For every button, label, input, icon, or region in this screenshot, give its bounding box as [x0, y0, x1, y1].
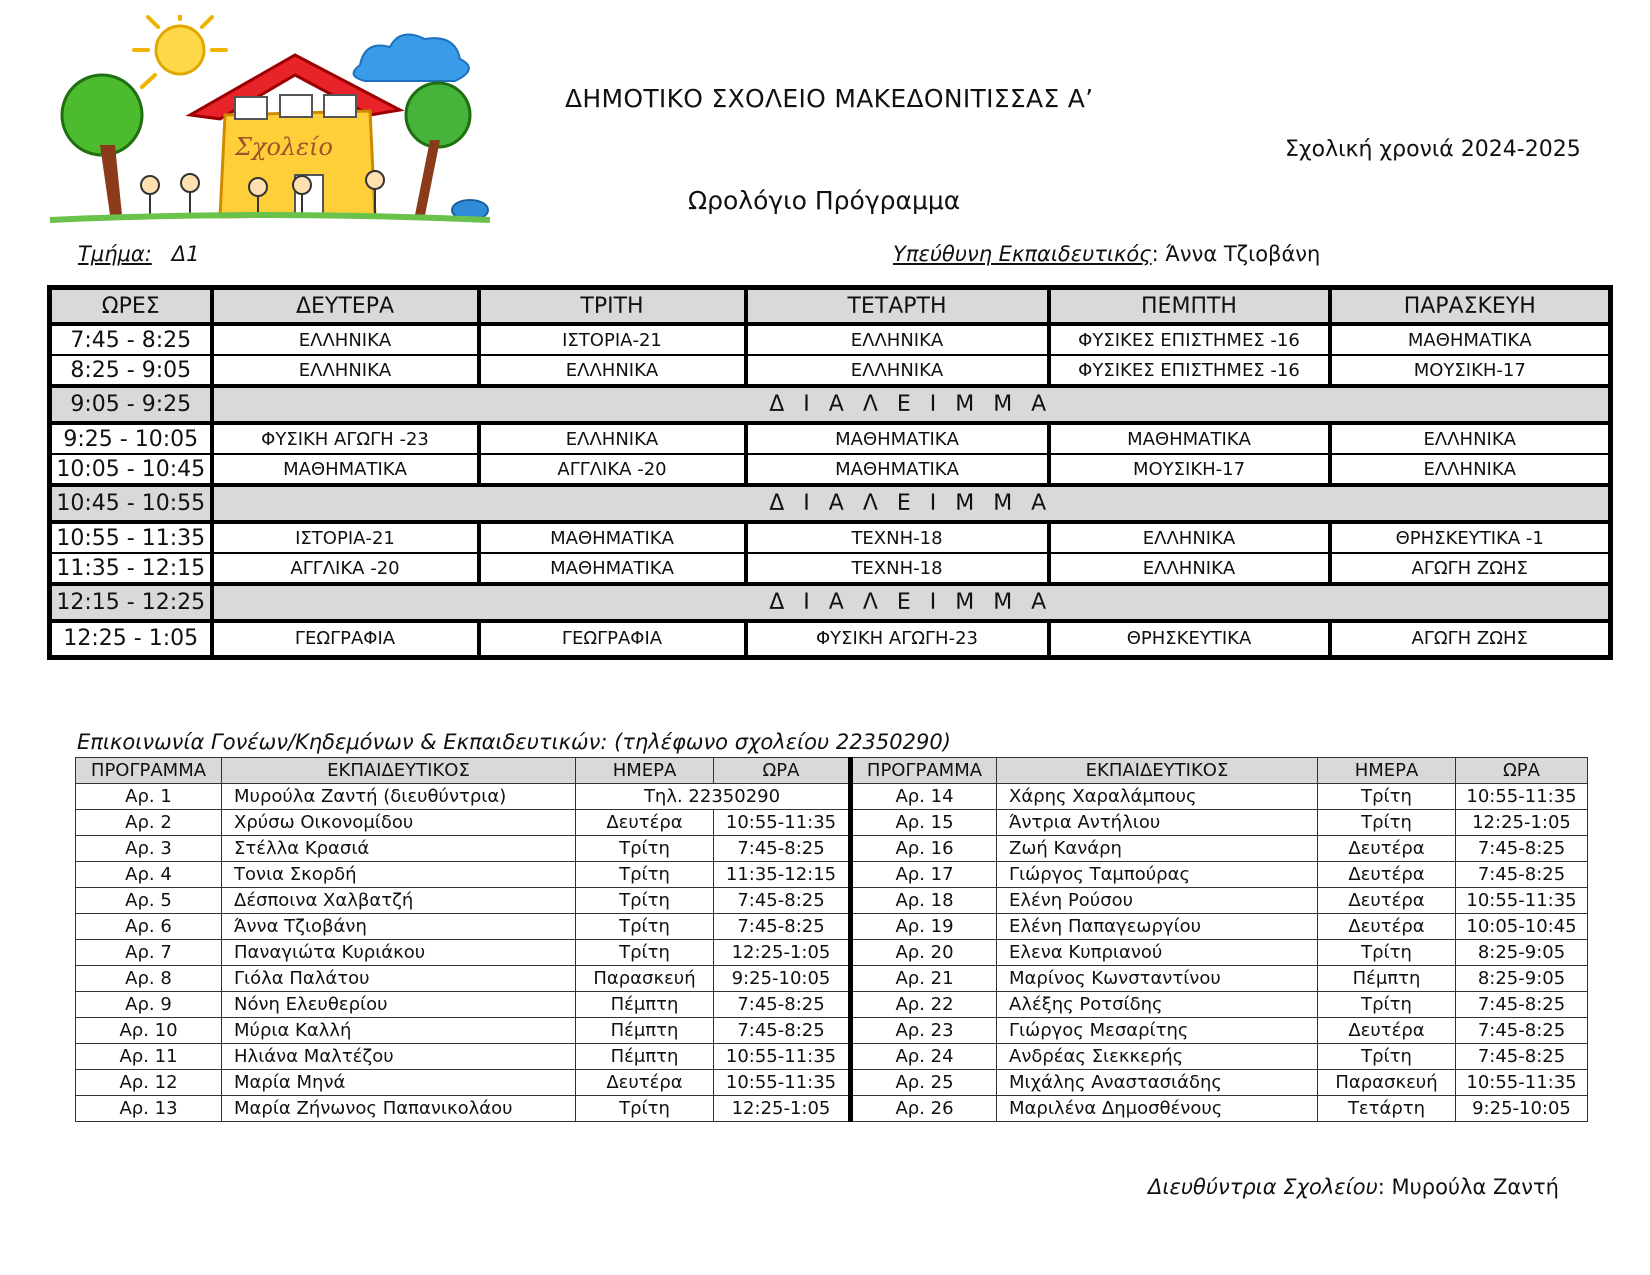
time-cell: 10:55 - 11:35 — [50, 522, 212, 553]
contact-row — [76, 888, 1588, 914]
contact-row — [76, 784, 1588, 810]
contact-time: 7:45-8:25 — [1456, 862, 1588, 888]
lesson-cell: ΙΣΤΟΡΙΑ-21 — [212, 522, 479, 553]
program-number: Αρ. 12 — [76, 1070, 222, 1096]
tree-right-icon — [406, 83, 470, 215]
lesson-cell: ΕΛΛΗΝΙΚΑ — [746, 324, 1049, 355]
program-number: Αρ. 7 — [76, 940, 222, 966]
contact-day: Τρίτη — [576, 862, 714, 888]
time-cell: 11:35 - 12:15 — [50, 553, 212, 584]
teacher-name: Αλέξης Ροτσίδης — [997, 992, 1318, 1018]
program-number: Αρ. 1 — [76, 784, 222, 810]
program-number: Αρ. 2 — [76, 810, 222, 836]
lesson-cell: ΜΑΘΗΜΑΤΙΚΑ — [479, 553, 746, 584]
contacts-header-cell: ΩΡΑ — [1456, 758, 1588, 784]
lesson-cell: ΜΑΘΗΜΑΤΙΚΑ — [1049, 423, 1330, 454]
contact-time: 12:25-1:05 — [714, 940, 851, 966]
contact-time: 7:45-8:25 — [1456, 1044, 1588, 1070]
program-number: Αρ. 15 — [851, 810, 997, 836]
contact-time: 7:45-8:25 — [714, 992, 851, 1018]
contact-row — [76, 992, 1588, 1018]
timetable-header-cell: ΠΕΜΠΤΗ — [1049, 288, 1330, 325]
lesson-cell: ΕΛΛΗΝΙΚΑ — [479, 423, 746, 454]
lesson-cell: ΦΥΣΙΚΕΣ ΕΠΙΣΤΗΜΕΣ -16 — [1049, 355, 1330, 386]
teacher-name: Νόνη Ελευθερίου — [222, 992, 576, 1018]
program-number: Αρ. 20 — [851, 940, 997, 966]
contact-time: 10:55-11:35 — [714, 810, 851, 836]
teacher-name: Μαρία Ζήνωνος Παπανικολάου — [222, 1096, 576, 1122]
timetable-header-cell: ΔΕΥΤΕΡΑ — [212, 288, 479, 325]
lesson-cell: ΜΟΥΣΙΚΗ-17 — [1330, 355, 1611, 386]
contacts-header-row — [76, 758, 1588, 784]
break-label: Δ Ι Α Λ Ε Ι Μ Μ Α — [212, 584, 1611, 621]
lesson-cell: ΜΑΘΗΜΑΤΙΚΑ — [212, 454, 479, 485]
contact-row — [76, 966, 1588, 992]
program-number: Αρ. 4 — [76, 862, 222, 888]
time-cell: 8:25 - 9:05 — [50, 355, 212, 386]
contact-day: Πέμπτη — [1318, 966, 1456, 992]
contact-day: Δευτέρα — [1318, 836, 1456, 862]
time-cell: 10:05 - 10:45 — [50, 454, 212, 485]
teacher-name: Μαριλένα Δημοσθένους — [997, 1096, 1318, 1122]
tree-left-icon — [62, 75, 142, 215]
teacher-name: Μυρούλα Ζαντή (διευθύντρια) — [222, 784, 576, 810]
lesson-cell: ΕΛΛΗΝΙΚΑ — [212, 355, 479, 386]
principal-value: : Μυρούλα Ζαντή — [1377, 1175, 1559, 1199]
program-number: Αρ. 10 — [76, 1018, 222, 1044]
program-number: Αρ. 14 — [851, 784, 997, 810]
contact-day: Παρασκευή — [576, 966, 714, 992]
contact-day: Τρίτη — [576, 836, 714, 862]
contact-row — [76, 1096, 1588, 1122]
contact-time: 9:25-10:05 — [1456, 1096, 1588, 1122]
contact-row — [76, 940, 1588, 966]
contact-day: Πέμπτη — [576, 1018, 714, 1044]
contact-day: Τρίτη — [576, 888, 714, 914]
program-number: Αρ. 19 — [851, 914, 997, 940]
program-number: Αρ. 11 — [76, 1044, 222, 1070]
sun-icon — [134, 15, 226, 87]
contact-row — [76, 862, 1588, 888]
lesson-cell: ΓΕΩΓΡΑΦΙΑ — [212, 621, 479, 657]
teacher-name: Τονια Σκορδή — [222, 862, 576, 888]
teacher-name: Δέσποινα Χαλβατζή — [222, 888, 576, 914]
program-number: Αρ. 24 — [851, 1044, 997, 1070]
teacher-value: : Άννα Τζιοβάνη — [1151, 242, 1321, 266]
program-number: Αρ. 13 — [76, 1096, 222, 1122]
teacher-name: Μαρίνος Κωνσταντίνου — [997, 966, 1318, 992]
timetable-header-cell: ΤΡΙΤΗ — [479, 288, 746, 325]
program-number: Αρ. 3 — [76, 836, 222, 862]
contact-day: Τετάρτη — [1318, 1096, 1456, 1122]
time-cell: 9:05 - 9:25 — [50, 386, 212, 423]
lesson-cell: ΕΛΛΗΝΙΚΑ — [1330, 454, 1611, 485]
lesson-cell: ΜΑΘΗΜΑΤΙΚΑ — [746, 423, 1049, 454]
svg-text:Σχολείο: Σχολείο — [235, 133, 333, 161]
lesson-cell: ΦΥΣΙΚΕΣ ΕΠΙΣΤΗΜΕΣ -16 — [1049, 324, 1330, 355]
program-number: Αρ. 8 — [76, 966, 222, 992]
time-cell: 12:15 - 12:25 — [50, 584, 212, 621]
break-row — [50, 386, 1611, 423]
teacher-name: Χάρης Χαραλάμπους — [997, 784, 1318, 810]
contact-day: Τρίτη — [1318, 992, 1456, 1018]
contact-time: 10:55-11:35 — [1456, 1070, 1588, 1096]
school-logo — [30, 15, 500, 240]
contacts-header-cell: ΠΡΟΓΡΑΜΜΑ — [851, 758, 997, 784]
contacts-header-cell: ΩΡΑ — [714, 758, 851, 784]
program-number: Αρ. 21 — [851, 966, 997, 992]
teacher-name: Ελενα Κυπριανού — [997, 940, 1318, 966]
contact-time: 7:45-8:25 — [714, 914, 851, 940]
contact-time: 8:25-9:05 — [1456, 966, 1588, 992]
contact-day: Δευτέρα — [1318, 1018, 1456, 1044]
lesson-cell: ΓΕΩΓΡΑΦΙΑ — [479, 621, 746, 657]
contact-time: 12:25-1:05 — [1456, 810, 1588, 836]
program-number: Αρ. 17 — [851, 862, 997, 888]
break-row — [50, 485, 1611, 522]
teacher-name: Μαρία Μηνά — [222, 1070, 576, 1096]
time-cell: 7:45 - 8:25 — [50, 324, 212, 355]
school-phone: Τηλ. 22350290 — [576, 784, 851, 810]
contact-time: 7:45-8:25 — [714, 1018, 851, 1044]
contact-day: Πέμπτη — [576, 992, 714, 1018]
school-year: Σχολική χρονιά 2024-2025 — [1285, 137, 1581, 162]
lesson-cell: ΑΓΓΛΙΚΑ -20 — [479, 454, 746, 485]
contact-day: Τρίτη — [576, 1096, 714, 1122]
timetable-header-cell: ΠΑΡΑΣΚΕΥΗ — [1330, 288, 1611, 325]
lesson-cell: ΑΓΓΛΙΚΑ -20 — [212, 553, 479, 584]
contact-day: Τρίτη — [1318, 784, 1456, 810]
break-label: Δ Ι Α Λ Ε Ι Μ Μ Α — [212, 485, 1611, 522]
contact-day: Τρίτη — [1318, 1044, 1456, 1070]
contact-day: Δευτέρα — [1318, 862, 1456, 888]
contact-row — [76, 1044, 1588, 1070]
program-number: Αρ. 9 — [76, 992, 222, 1018]
timetable-row — [50, 324, 1611, 355]
program-title: Ωρολόγιο Πρόγραμμα — [688, 186, 961, 215]
contact-day: Δευτέρα — [1318, 914, 1456, 940]
contacts-header-cell: ΕΚΠΑΙΔΕΥΤΙΚΟΣ — [222, 758, 576, 784]
teacher-name: Ηλιάνα Μαλτέζου — [222, 1044, 576, 1070]
contact-time: 7:45-8:25 — [1456, 836, 1588, 862]
lesson-cell: ΕΛΛΗΝΙΚΑ — [1330, 423, 1611, 454]
contact-day: Δευτέρα — [576, 810, 714, 836]
timetable-row — [50, 621, 1611, 657]
contact-time: 10:55-11:35 — [1456, 888, 1588, 914]
teacher-label: Υπεύθυνη Εκπαιδευτικός — [893, 242, 1152, 266]
principal-label: Διευθύντρια Σχολείου — [1148, 1175, 1378, 1199]
teacher-name: Μιχάλης Αναστασιάδης — [997, 1070, 1318, 1096]
contact-time: 7:45-8:25 — [1456, 1018, 1588, 1044]
lesson-cell: ΜΑΘΗΜΑΤΙΚΑ — [1330, 324, 1611, 355]
program-number: Αρ. 18 — [851, 888, 997, 914]
timetable-header-cell: ΤΕΤΑΡΤΗ — [746, 288, 1049, 325]
lesson-cell: ΕΛΛΗΝΙΚΑ — [746, 355, 1049, 386]
break-row — [50, 584, 1611, 621]
teacher-name: Γιώργος Μεσαρίτης — [997, 1018, 1318, 1044]
contact-row — [76, 810, 1588, 836]
contact-time: 10:55-11:35 — [714, 1070, 851, 1096]
class-value: Δ1 — [171, 242, 200, 266]
program-number: Αρ. 26 — [851, 1096, 997, 1122]
time-cell: 9:25 - 10:05 — [50, 423, 212, 454]
time-cell: 10:45 - 10:55 — [50, 485, 212, 522]
timetable-header-cell: ΩΡΕΣ — [50, 288, 212, 325]
teacher-name: Ελένη Παπαγεωργίου — [997, 914, 1318, 940]
teacher-line — [893, 242, 1320, 266]
contact-time: 9:25-10:05 — [714, 966, 851, 992]
school-name: ΔΗΜΟΤΙΚΟ ΣΧΟΛΕΙΟ ΜΑΚΕΔΟΝΙΤΙΣΣΑΣ Α’ — [565, 84, 1094, 113]
timetable-row — [50, 423, 1611, 454]
contact-day: Τρίτη — [576, 940, 714, 966]
contact-time: 10:05-10:45 — [1456, 914, 1588, 940]
class-line — [78, 242, 200, 266]
contact-day: Τρίτη — [576, 914, 714, 940]
lesson-cell: ΘΡΗΣΚΕΥΤΙΚΑ -1 — [1330, 522, 1611, 553]
lesson-cell: ΤΕΧΝΗ-18 — [746, 522, 1049, 553]
lesson-cell: ΑΓΩΓΗ ΖΩΗΣ — [1330, 553, 1611, 584]
teacher-name: Ζωή Κανάρη — [997, 836, 1318, 862]
program-number: Αρ. 23 — [851, 1018, 997, 1044]
teacher-name: Παναγιώτα Κυριάκου — [222, 940, 576, 966]
contact-time: 10:55-11:35 — [1456, 784, 1588, 810]
lesson-cell: ΕΛΛΗΝΙΚΑ — [1049, 553, 1330, 584]
contacts-header-cell: ΗΜΕΡΑ — [576, 758, 714, 784]
timetable-row — [50, 553, 1611, 584]
contact-time: 8:25-9:05 — [1456, 940, 1588, 966]
lesson-cell: ΙΣΤΟΡΙΑ-21 — [479, 324, 746, 355]
lesson-cell: ΦΥΣΙΚΗ ΑΓΩΓΗ -23 — [212, 423, 479, 454]
lesson-cell: ΑΓΩΓΗ ΖΩΗΣ — [1330, 621, 1611, 657]
program-number: Αρ. 16 — [851, 836, 997, 862]
teacher-name: Γιόλα Παλάτου — [222, 966, 576, 992]
teacher-name: Ανδρέας Σιεκκερής — [997, 1044, 1318, 1070]
teacher-name: Άντρια Αντήλιου — [997, 810, 1318, 836]
contact-day: Πέμπτη — [576, 1044, 714, 1070]
time-cell: 12:25 - 1:05 — [50, 621, 212, 657]
teacher-name: Χρύσω Οικονομίδου — [222, 810, 576, 836]
lesson-cell: ΜΟΥΣΙΚΗ-17 — [1049, 454, 1330, 485]
teacher-name: Ελένη Ρούσου — [997, 888, 1318, 914]
lesson-cell: ΜΑΘΗΜΑΤΙΚΑ — [479, 522, 746, 553]
program-number: Αρ. 22 — [851, 992, 997, 1018]
timetable-row — [50, 355, 1611, 386]
contacts-header-cell: ΕΚΠΑΙΔΕΥΤΙΚΟΣ — [997, 758, 1318, 784]
lesson-cell: ΕΛΛΗΝΙΚΑ — [479, 355, 746, 386]
teacher-name: Στέλλα Κρασιά — [222, 836, 576, 862]
contact-row — [76, 1018, 1588, 1044]
contact-day: Δευτέρα — [576, 1070, 714, 1096]
lesson-cell: ΤΕΧΝΗ-18 — [746, 553, 1049, 584]
contacts-table — [75, 757, 1588, 1122]
class-label: Τμήμα: — [78, 242, 152, 266]
contacts-header-cell: ΗΜΕΡΑ — [1318, 758, 1456, 784]
cloud-icon — [354, 35, 469, 82]
lesson-cell: ΕΛΛΗΝΙΚΑ — [212, 324, 479, 355]
contact-day: Παρασκευή — [1318, 1070, 1456, 1096]
break-label: Δ Ι Α Λ Ε Ι Μ Μ Α — [212, 386, 1611, 423]
contact-row — [76, 836, 1588, 862]
contact-row — [76, 1070, 1588, 1096]
contact-time: 7:45-8:25 — [714, 888, 851, 914]
contact-day: Τρίτη — [1318, 810, 1456, 836]
contact-day: Τρίτη — [1318, 940, 1456, 966]
contact-time: 11:35-12:15 — [714, 862, 851, 888]
lesson-cell: ΘΡΗΣΚΕΥΤΙΚΑ — [1049, 621, 1330, 657]
teacher-name: Μύρια Καλλή — [222, 1018, 576, 1044]
principal-line — [1148, 1175, 1559, 1199]
program-number: Αρ. 6 — [76, 914, 222, 940]
program-number: Αρ. 25 — [851, 1070, 997, 1096]
contact-time: 12:25-1:05 — [714, 1096, 851, 1122]
contact-time: 7:45-8:25 — [1456, 992, 1588, 1018]
timetable-row — [50, 522, 1611, 553]
lesson-cell: ΕΛΛΗΝΙΚΑ — [1049, 522, 1330, 553]
lesson-cell: ΦΥΣΙΚΗ ΑΓΩΓΗ-23 — [746, 621, 1049, 657]
teacher-name: Άννα Τζιοβάνη — [222, 914, 576, 940]
lesson-cell: ΜΑΘΗΜΑΤΙΚΑ — [746, 454, 1049, 485]
contact-time: 10:55-11:35 — [714, 1044, 851, 1070]
program-number: Αρ. 5 — [76, 888, 222, 914]
contact-time: 7:45-8:25 — [714, 836, 851, 862]
timetable-header-row — [50, 288, 1611, 325]
contact-row — [76, 914, 1588, 940]
timetable — [47, 285, 1613, 660]
contacts-header-cell: ΠΡΟΓΡΑΜΜΑ — [76, 758, 222, 784]
teacher-name: Γιώργος Ταμπούρας — [997, 862, 1318, 888]
contact-day: Δευτέρα — [1318, 888, 1456, 914]
contacts-title: Επικοινωνία Γονέων/Κηδεμόνων & Εκπαιδευτικών: (τηλέφωνο σχολείου 22350290) — [77, 730, 951, 754]
timetable-row — [50, 454, 1611, 485]
